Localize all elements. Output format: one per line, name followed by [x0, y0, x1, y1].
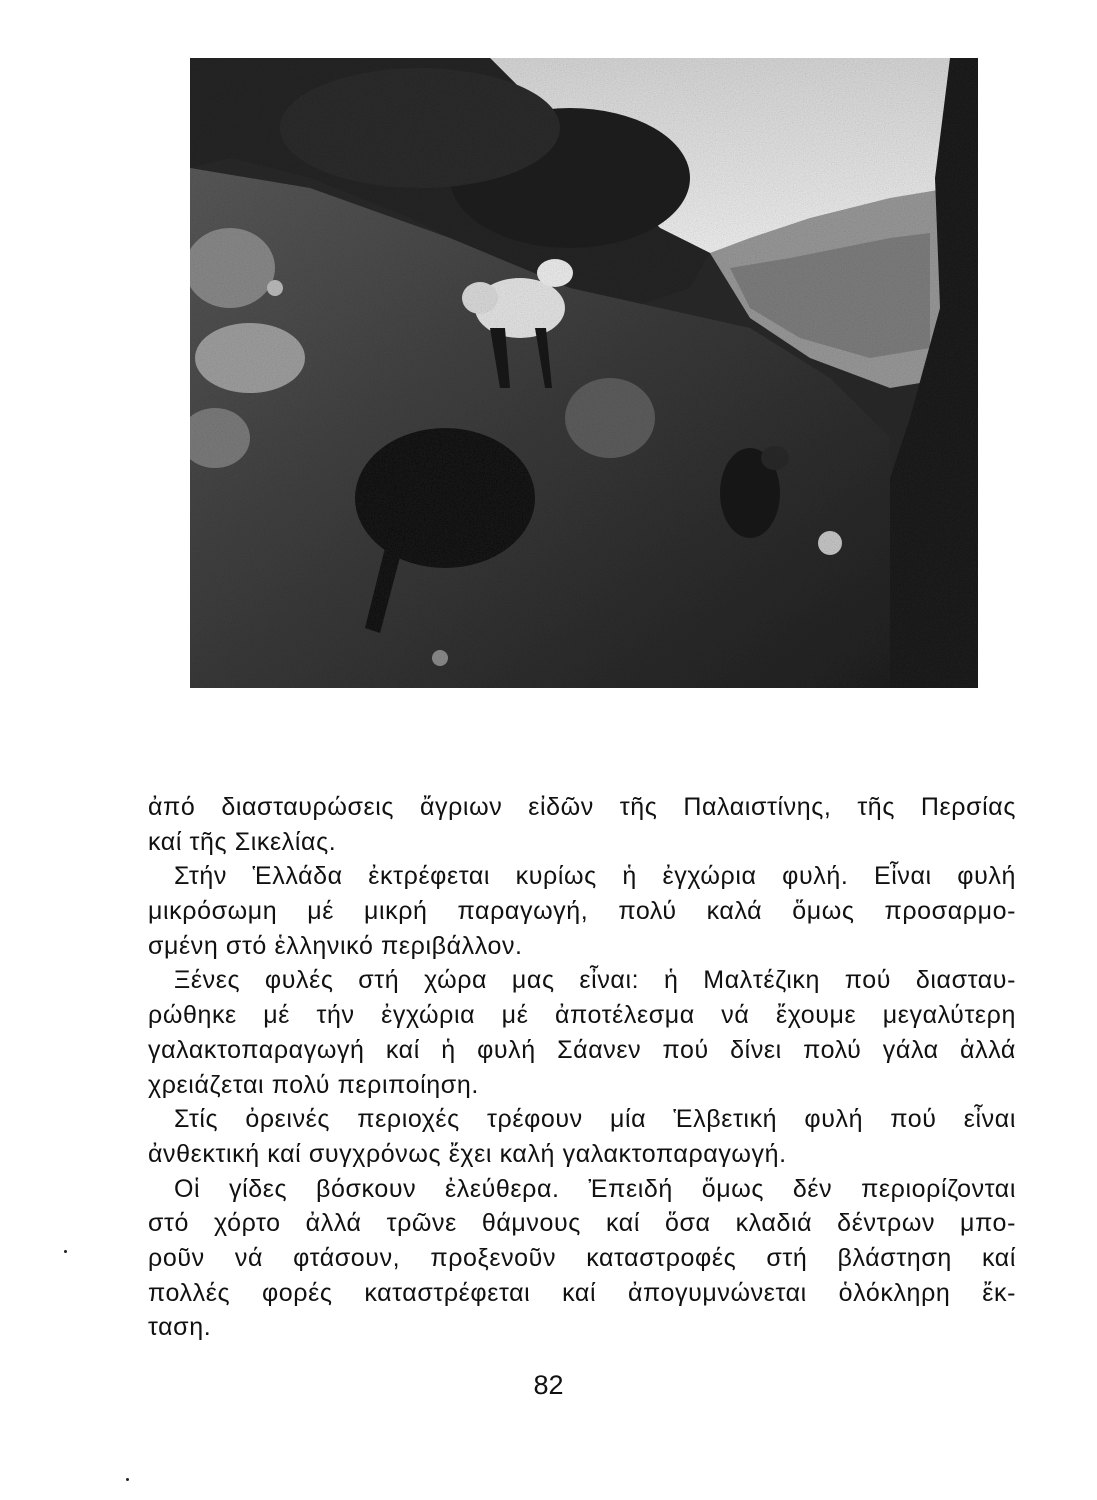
text-line: Στίς ὀρεινές περιοχές τρέφουν μία Ἑλβετική φυλή πού εἶναι [174, 1105, 1016, 1134]
text-line: ροῦν νά φτάσουν, προξενοῦν καταστροφές στή βλάστηση καί [148, 1243, 1016, 1272]
text-line: χρειάζεται πολύ περιποίηση. [148, 1070, 479, 1099]
text-line: καί τῆς Σικελίας. [148, 827, 337, 856]
text-line: σμένη στό ἑλληνικό περιβάλλον. [148, 931, 523, 960]
text-line: ἀνθεκτική καί συγχρόνως ἔχει καλή γαλακτοπαραγωγή. [148, 1139, 787, 1168]
text-line: πολλές φορές καταστρέφεται καί ἀπογυμνώνεται ὁλόκληρη ἔκ- [148, 1278, 1016, 1307]
text-line: Οἱ γίδες βόσκουν ἐλεύθερα. Ἐπειδή ὅμως δέν περιορίζονται [174, 1174, 1016, 1203]
paragraph [148, 1172, 1016, 1345]
paragraph [148, 790, 1016, 859]
page-number: 82 [533, 1370, 564, 1400]
text-line: ἀπό διασταυρώσεις ἄγριων εἰδῶν τῆς Παλαιστίνης, τῆς Περσίας [148, 793, 1016, 821]
body-text [148, 790, 1016, 1345]
text-line: ρώθηκε μέ τήν ἐγχώρια μέ ἀποτέλεσμα νά ἔχουμε μεγαλύτερη [148, 1001, 1016, 1030]
scan-speck [64, 1250, 67, 1253]
paragraph [148, 859, 1016, 963]
text-line: ταση. [148, 1313, 212, 1342]
text-line: μικρόσωμη μέ μικρή παραγωγή, πολύ καλά ὅμως προσαρμο- [148, 897, 1016, 926]
text-line: Ξένες φυλές στή χώρα μας εἶναι: ἡ Μαλτέζικη πού διασταυ- [174, 966, 1016, 995]
text-line: Στήν Ἑλλάδα ἐκτρέφεται κυρίως ἡ ἐγχώρια φυλή. Εἶναι φυλή [174, 862, 1016, 891]
goats-photo-image [190, 58, 978, 688]
scan-speck [126, 1478, 129, 1481]
paragraph [148, 963, 1016, 1102]
goats-photo [190, 58, 978, 688]
text-line: στό χόρτο ἀλλά τρῶνε θάμνους καί ὅσα κλαδιά δέντρων μπο- [148, 1209, 1016, 1238]
text-line: γαλακτοπαραγωγή καί ἡ φυλή Σάανεν πού δίνει πολύ γάλα ἀλλά [148, 1035, 1016, 1064]
paragraph [148, 1102, 1016, 1171]
